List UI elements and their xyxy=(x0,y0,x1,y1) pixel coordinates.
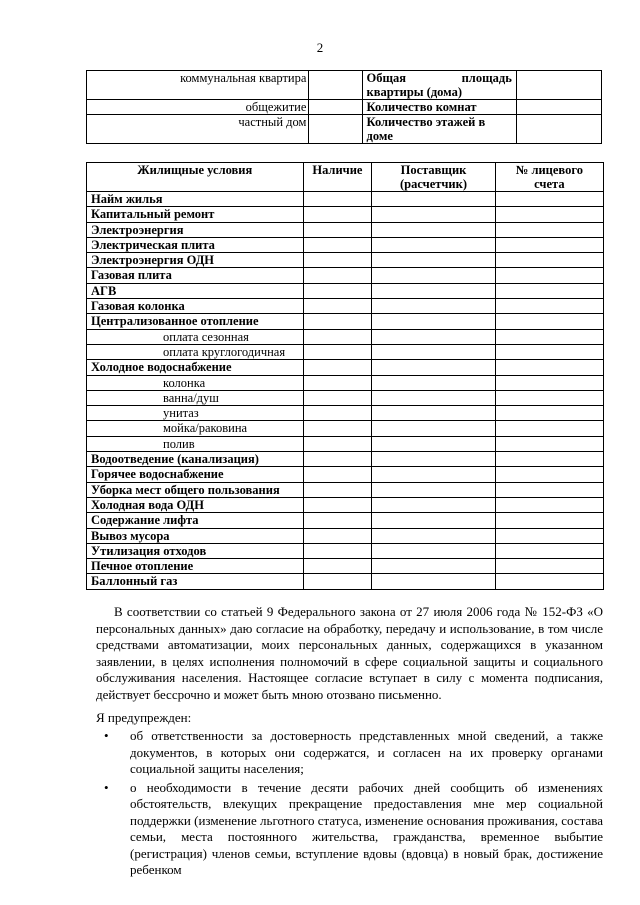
utility-name-cell: колонка xyxy=(87,375,304,390)
availability-cell[interactable] xyxy=(303,375,372,390)
availability-cell[interactable] xyxy=(303,253,372,268)
utility-name-cell: Электроэнергия ОДН xyxy=(87,253,304,268)
table-row xyxy=(87,574,604,589)
availability-cell[interactable] xyxy=(303,497,372,512)
supplier-cell[interactable] xyxy=(372,574,495,589)
supplier-cell[interactable] xyxy=(372,497,495,512)
account-number-cell[interactable] xyxy=(495,283,603,298)
utility-name-cell: Газовая колонка xyxy=(87,299,304,314)
supplier-cell[interactable] xyxy=(372,528,495,543)
availability-cell[interactable] xyxy=(303,543,372,558)
account-number-cell[interactable] xyxy=(495,574,603,589)
utility-name-cell: Электрическая плита xyxy=(87,237,304,252)
utility-name-cell: Централизованное отопление xyxy=(87,314,304,329)
availability-cell[interactable] xyxy=(303,390,372,405)
utility-name-cell: Вывоз мусора xyxy=(87,528,304,543)
availability-cell[interactable] xyxy=(303,237,372,252)
utility-name-cell: Содержание лифта xyxy=(87,513,304,528)
availability-cell[interactable] xyxy=(303,421,372,436)
availability-cell[interactable] xyxy=(303,559,372,574)
supplier-cell[interactable] xyxy=(372,513,495,528)
supplier-cell[interactable] xyxy=(372,314,495,329)
account-number-cell[interactable] xyxy=(495,406,603,421)
supplier-cell[interactable] xyxy=(372,344,495,359)
housing-label-cell xyxy=(362,71,516,100)
availability-cell[interactable] xyxy=(303,360,372,375)
account-number-cell[interactable] xyxy=(495,314,603,329)
supplier-cell[interactable] xyxy=(372,283,495,298)
area-label-word: Общая xyxy=(366,71,407,85)
table-row xyxy=(87,192,604,207)
table-row xyxy=(87,421,604,436)
table-row xyxy=(87,71,602,100)
utility-name-cell: Уборка мест общего пользования xyxy=(87,482,304,497)
availability-cell[interactable] xyxy=(303,222,372,237)
supplier-cell[interactable] xyxy=(372,192,495,207)
housing-mark-cell[interactable] xyxy=(309,115,362,144)
table-row xyxy=(87,314,604,329)
bullet-symbol: • xyxy=(104,779,109,795)
supplier-cell[interactable] xyxy=(372,421,495,436)
table-row xyxy=(87,329,604,344)
account-number-cell[interactable] xyxy=(495,360,603,375)
warning-heading: Я предупрежден: xyxy=(96,710,192,725)
account-number-cell[interactable] xyxy=(495,543,603,558)
table-row xyxy=(87,299,604,314)
list-item-text: об ответственности за достоверность представленных мной сведений, а также документов, в которых они содержатся, и согласен на их проверку органами социальной защиты населения; xyxy=(130,728,603,776)
availability-cell[interactable] xyxy=(303,314,372,329)
housing-table xyxy=(86,70,602,144)
utility-name-cell: АГВ xyxy=(87,283,304,298)
utility-name-cell: оплата сезонная xyxy=(87,329,304,344)
account-number-cell[interactable] xyxy=(495,329,603,344)
column-header: № лицевого счета xyxy=(495,163,603,192)
availability-cell[interactable] xyxy=(303,207,372,222)
area-label-word: квартиры (дома) xyxy=(366,85,463,99)
list-item-text: о необходимости в течение десяти рабочих дней сообщить об изменениях обстоятельств, влекущих прекращение предоставления мне мер социальной поддержки (изменение льготного статуса, изменение основания проживания, состава семьи, места постоянного жительства, гражданства, временное выбытие (регистрация) членов семьи, вступление вдовы (вдовца) в новый брак, достижение ребенком xyxy=(130,779,603,877)
supplier-cell[interactable] xyxy=(372,207,495,222)
account-number-cell[interactable] xyxy=(495,497,603,512)
supplier-cell[interactable] xyxy=(372,329,495,344)
list-item xyxy=(96,780,603,879)
table-row xyxy=(87,207,604,222)
account-number-cell[interactable] xyxy=(495,268,603,283)
account-number-cell[interactable] xyxy=(495,559,603,574)
table-row xyxy=(87,268,604,283)
table-row xyxy=(87,497,604,512)
table-row xyxy=(87,253,604,268)
list-item xyxy=(96,728,603,778)
account-number-cell[interactable] xyxy=(495,237,603,252)
housing-type-cell: частный дом xyxy=(87,115,309,144)
table-row xyxy=(87,559,604,574)
supplier-cell[interactable] xyxy=(372,375,495,390)
account-number-cell[interactable] xyxy=(495,390,603,405)
availability-cell[interactable] xyxy=(303,283,372,298)
page-number: 2 xyxy=(316,40,324,55)
utility-name-cell: Печное отопление xyxy=(87,559,304,574)
supplier-cell[interactable] xyxy=(372,436,495,451)
table-row xyxy=(87,390,604,405)
account-number-cell[interactable] xyxy=(495,207,603,222)
account-number-cell[interactable] xyxy=(495,375,603,390)
account-number-cell[interactable] xyxy=(495,421,603,436)
account-number-cell[interactable] xyxy=(495,513,603,528)
housing-mark-cell[interactable] xyxy=(309,100,362,115)
availability-cell[interactable] xyxy=(303,482,372,497)
supplier-cell[interactable] xyxy=(372,452,495,467)
housing-value-cell[interactable] xyxy=(516,71,601,100)
column-header: Поставщик (расчетчик) xyxy=(372,163,495,192)
housing-type-cell: коммунальная квартира xyxy=(87,71,309,100)
supplier-cell[interactable] xyxy=(372,390,495,405)
housing-label-cell: Количество этажей в доме xyxy=(362,115,516,144)
table-header-row xyxy=(87,163,604,192)
supplier-cell[interactable] xyxy=(372,559,495,574)
supplier-cell[interactable] xyxy=(372,543,495,558)
table-row xyxy=(87,528,604,543)
column-header: Жилищные условия xyxy=(87,163,304,192)
availability-cell[interactable] xyxy=(303,344,372,359)
table-row xyxy=(87,222,604,237)
supplier-cell[interactable] xyxy=(372,222,495,237)
utility-name-cell: ванна/душ xyxy=(87,390,304,405)
account-number-cell[interactable] xyxy=(495,344,603,359)
table-row xyxy=(87,237,604,252)
housing-mark-cell[interactable] xyxy=(309,71,362,100)
utility-name-cell: Холодная вода ОДН xyxy=(87,497,304,512)
table-row xyxy=(87,406,604,421)
availability-cell[interactable] xyxy=(303,406,372,421)
availability-cell[interactable] xyxy=(303,528,372,543)
availability-cell[interactable] xyxy=(303,467,372,482)
account-number-cell[interactable] xyxy=(495,528,603,543)
table-row xyxy=(87,100,602,115)
supplier-cell[interactable] xyxy=(372,237,495,252)
supplier-cell[interactable] xyxy=(372,253,495,268)
area-label-word: площадь xyxy=(461,71,512,85)
housing-value-cell[interactable] xyxy=(516,115,601,144)
table-row xyxy=(87,543,604,558)
housing-type-cell: общежитие xyxy=(87,100,309,115)
availability-cell[interactable] xyxy=(303,452,372,467)
supplier-cell[interactable] xyxy=(372,360,495,375)
utility-name-cell: Горячее водоснабжение xyxy=(87,467,304,482)
utility-name-cell: Электроэнергия xyxy=(87,222,304,237)
availability-cell[interactable] xyxy=(303,192,372,207)
account-number-cell[interactable] xyxy=(495,299,603,314)
table-row xyxy=(87,283,604,298)
availability-cell[interactable] xyxy=(303,574,372,589)
account-number-cell[interactable] xyxy=(495,253,603,268)
availability-cell[interactable] xyxy=(303,268,372,283)
table-row xyxy=(87,513,604,528)
consent-paragraph: В соответствии со статьей 9 Федерального закона от 27 июля 2006 года № 152-ФЗ «О персональных данных» даю согласие на обработку, передачу и использование, в том числе средствами автоматизации, моих персональных данных, содержащихся в указанном заявлении, в целях исполнения полномочий в сфере социальной защиты и социального обслуживания населения. Настоящее согласие вступает в силу с момента подписания, действует бессрочно и может быть мною отозвано письменно. xyxy=(96,604,603,702)
account-number-cell[interactable] xyxy=(495,436,603,451)
account-number-cell[interactable] xyxy=(495,467,603,482)
account-number-cell[interactable] xyxy=(495,452,603,467)
table-row xyxy=(87,360,604,375)
table-row xyxy=(87,467,604,482)
account-number-cell[interactable] xyxy=(495,222,603,237)
table-row xyxy=(87,452,604,467)
availability-cell[interactable] xyxy=(303,436,372,451)
supplier-cell[interactable] xyxy=(372,467,495,482)
column-header: Наличие xyxy=(303,163,372,192)
supplier-cell[interactable] xyxy=(372,482,495,497)
availability-cell[interactable] xyxy=(303,329,372,344)
bullet-symbol: • xyxy=(104,728,109,743)
account-number-cell[interactable] xyxy=(495,192,603,207)
table-row xyxy=(87,375,604,390)
availability-cell[interactable] xyxy=(303,299,372,314)
availability-cell[interactable] xyxy=(303,513,372,528)
utility-name-cell: оплата круглогодичная xyxy=(87,344,304,359)
utility-name-cell: Водоотведение (канализация) xyxy=(87,452,304,467)
utility-name-cell: мойка/раковина xyxy=(87,421,304,436)
utility-name-cell: Найм жилья xyxy=(87,192,304,207)
supplier-cell[interactable] xyxy=(372,406,495,421)
utility-name-cell: полив xyxy=(87,436,304,451)
utility-name-cell: унитаз xyxy=(87,406,304,421)
housing-value-cell[interactable] xyxy=(516,100,601,115)
warning-list xyxy=(96,728,603,881)
housing-label-cell: Количество комнат xyxy=(362,100,516,115)
supplier-cell[interactable] xyxy=(372,268,495,283)
table-row xyxy=(87,115,602,144)
supplier-cell[interactable] xyxy=(372,299,495,314)
table-row xyxy=(87,482,604,497)
utility-name-cell: Капитальный ремонт xyxy=(87,207,304,222)
utility-name-cell: Баллонный газ xyxy=(87,574,304,589)
utility-name-cell: Утилизация отходов xyxy=(87,543,304,558)
utility-name-cell: Холодное водоснабжение xyxy=(87,360,304,375)
utility-name-cell: Газовая плита xyxy=(87,268,304,283)
utilities-table xyxy=(86,162,604,590)
account-number-cell[interactable] xyxy=(495,482,603,497)
table-row xyxy=(87,436,604,451)
table-row xyxy=(87,344,604,359)
